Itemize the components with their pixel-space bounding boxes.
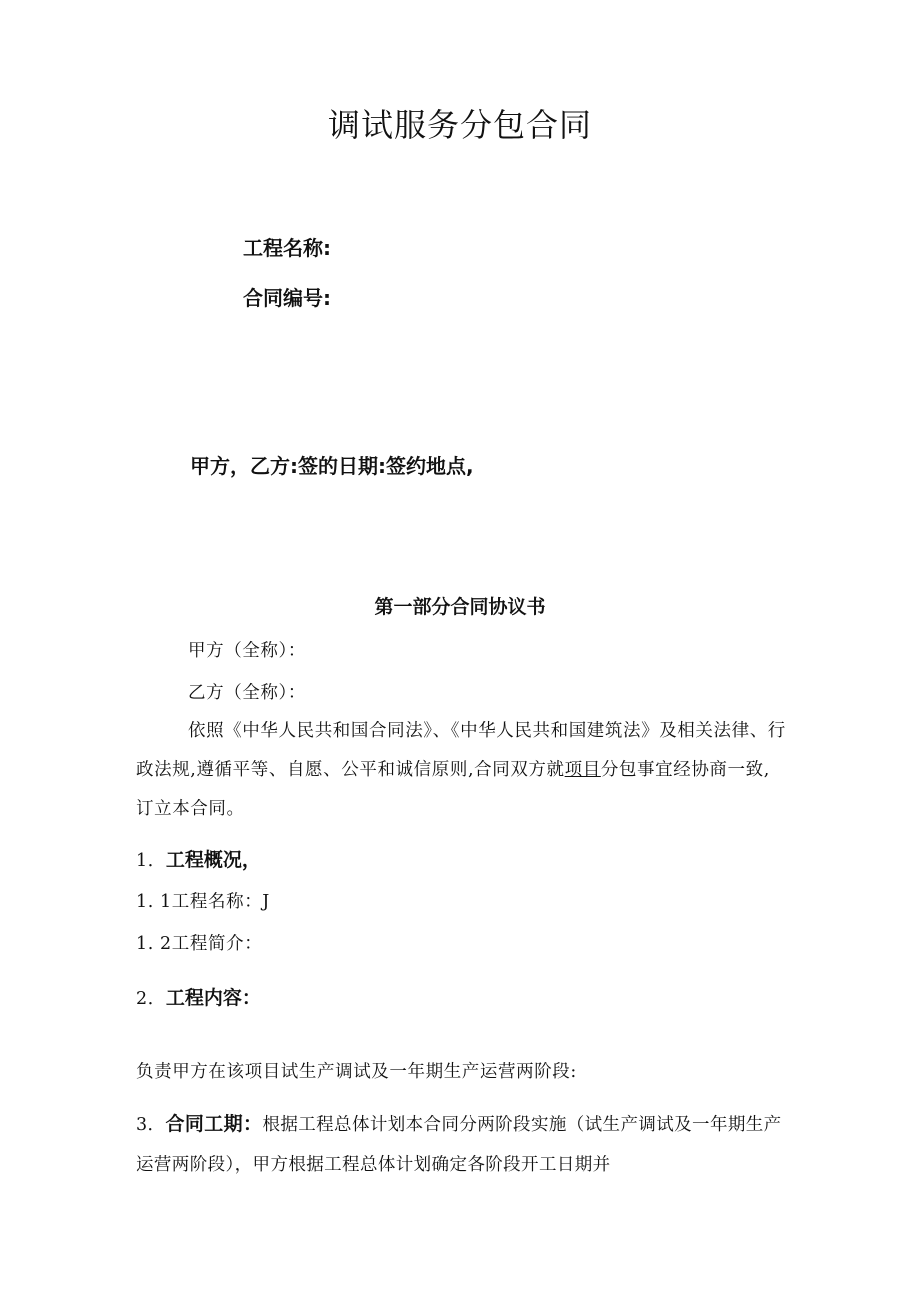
intro-text-before: 依照《中华人民共和国合同法》、《中华人民共和国建筑法》及相关法律、行政法规,遵循平等、自愿、公平和诚信原则,合同双方就 bbox=[136, 721, 786, 780]
part-heading: 第一部分合同协议书 bbox=[374, 596, 546, 618]
party-a-line: 甲方（全称）： bbox=[188, 641, 306, 661]
party-b-line: 乙方（全称）： bbox=[188, 683, 306, 703]
item-1-1: 1. 1工程名称：J bbox=[136, 892, 270, 912]
section-3-paragraph bbox=[136, 1104, 786, 1185]
section-1-title: 工程概况， bbox=[165, 849, 261, 871]
intro-paragraph bbox=[136, 712, 786, 829]
intro-underlined-blank: 项目 bbox=[564, 760, 601, 780]
section-3-number: 3． bbox=[136, 1115, 166, 1135]
section-2-text: 负责甲方在该项目试生产调试及一年期生产运营两阶段: bbox=[136, 1062, 577, 1082]
intro-text-after: 分包事宜经协商一致,订立本合同。 bbox=[136, 760, 770, 819]
section-2-title: 工程内容： bbox=[165, 987, 261, 1009]
section-2-number: 2． bbox=[136, 989, 166, 1009]
contract-number-label: 合同编号: bbox=[243, 286, 331, 310]
section-3-text: 根据工程总体计划本合同分两阶段实施（试生产调试及一年期生产运营两阶段），甲方根据工程总体计划确定各阶段开工日期并 bbox=[136, 1115, 782, 1175]
document-title: 调试服务分包合同 bbox=[327, 106, 592, 144]
section-1-number: 1． bbox=[136, 851, 166, 871]
item-1-2: 1. 2工程简介： bbox=[136, 934, 263, 954]
project-name-label: 工程名称: bbox=[243, 236, 331, 260]
section-2-heading bbox=[136, 983, 261, 1010]
section-3-title: 合同工期： bbox=[165, 1113, 263, 1135]
section-1-heading bbox=[136, 845, 261, 872]
parties-line: 甲方，乙方:签的日期:签约地点, bbox=[190, 454, 474, 478]
